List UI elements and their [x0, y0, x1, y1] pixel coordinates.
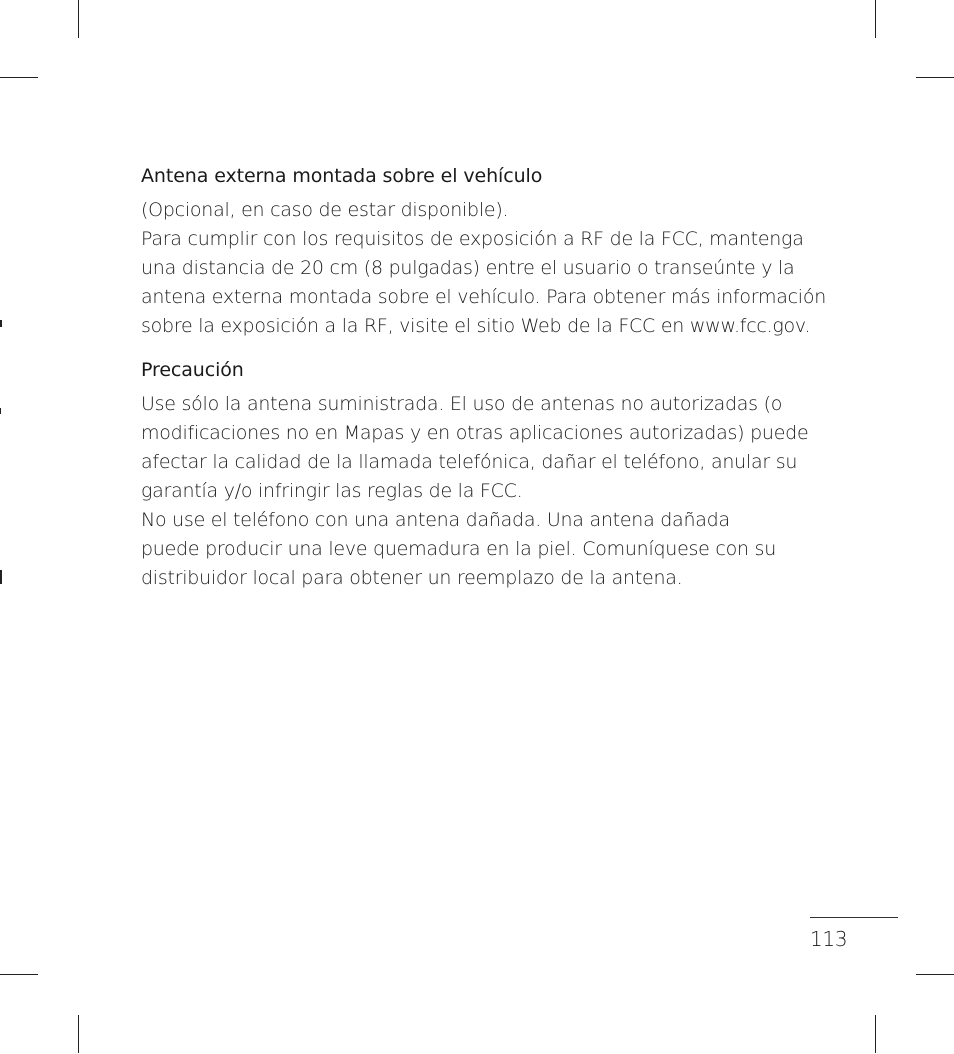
body-line: No use el teléfono con una antena dañada. Una antena dañada — [141, 509, 730, 531]
section-body — [141, 196, 841, 341]
crop-mark-bottom-right-vertical — [875, 1015, 876, 1053]
body-line: garantía y/o infringir las reglas de la FCC. — [141, 480, 523, 502]
edge-mark — [0, 570, 2, 584]
crop-mark-bottom-left-vertical — [78, 1015, 79, 1053]
body-line: afectar la calidad de la llamada telefónica, dañar el teléfono, anular su — [141, 451, 798, 473]
page-content — [141, 162, 841, 593]
crop-mark-top-left-horizontal — [0, 77, 38, 78]
crop-mark-bottom-left-horizontal — [0, 974, 38, 975]
section-caution — [141, 356, 841, 593]
section-vehicle-antenna — [141, 162, 841, 341]
body-line: una distancia de 20 cm (8 pulgadas) entre el usuario o transeúnte y la — [141, 257, 795, 279]
crop-mark-top-left-vertical — [78, 0, 79, 38]
body-line: distribuidor local para obtener un reemplazo de la antena. — [141, 567, 683, 589]
body-line: modificaciones no en Mapas y en otras aplicaciones autorizadas) puede — [141, 422, 809, 444]
page-number-rule — [810, 917, 898, 918]
section-heading: Antena externa montada sobre el vehículo — [141, 165, 543, 187]
edge-mark — [0, 320, 2, 327]
body-line: puede producir una leve quemadura en la piel. Comuníquese con su — [141, 538, 776, 560]
body-line: Use sólo la antena suministrada. El uso de antenas no autorizadas (o — [141, 393, 783, 415]
page-number: 113 — [810, 927, 848, 951]
edge-mark — [0, 408, 1, 414]
crop-mark-top-right-vertical — [875, 0, 876, 38]
body-line: (Opcional, en caso de estar disponible). — [141, 199, 509, 221]
body-line: antena externa montada sobre el vehículo. Para obtener más información — [141, 286, 826, 308]
crop-mark-bottom-right-horizontal — [916, 974, 954, 975]
section-body — [141, 390, 841, 593]
body-line: Para cumplir con los requisitos de exposición a RF de la FCC, mantenga — [141, 228, 804, 250]
crop-mark-top-right-horizontal — [916, 77, 954, 78]
section-heading: Precaución — [141, 359, 244, 381]
body-line: sobre la exposición a la RF, visite el sitio Web de la FCC en www.fcc.gov. — [141, 315, 811, 337]
